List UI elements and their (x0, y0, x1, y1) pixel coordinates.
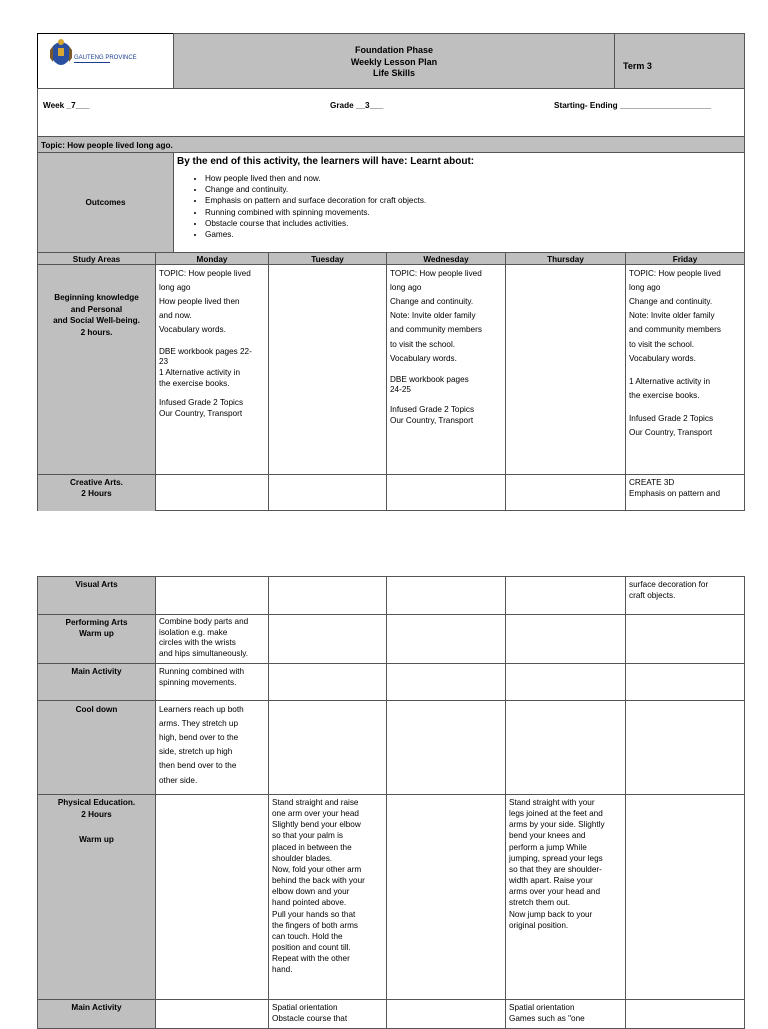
cell-text-line: Running combined with (159, 667, 245, 676)
ma-label: Main Activity (37, 663, 156, 701)
cell-text-line: 23 (159, 357, 169, 367)
cell-text-line: Emphasis on pattern and (629, 489, 721, 499)
cell-text-line: and Social Well-being. (53, 316, 140, 326)
cell-text-line: isolation e.g. make (159, 627, 228, 637)
bk-friday (625, 264, 745, 475)
cell-text-line: Warm up (79, 834, 114, 844)
cell-text-line: and community members (629, 325, 721, 335)
cd-thursday (505, 700, 626, 795)
cell-text-line: so that your palm is (272, 831, 343, 841)
ca-tuesday (268, 474, 387, 511)
cell-text-line: Infused Grade 2 Topics (390, 405, 475, 415)
cell-text-line: Change and continuity. (629, 297, 713, 307)
bk-tuesday (268, 264, 387, 475)
cell-text-line: 24-25 (390, 385, 411, 395)
topic-text: Topic: How people lived long ago. (41, 141, 173, 150)
pe-wednesday (386, 794, 506, 1000)
cell-text-line: hand pointed above. (272, 898, 347, 908)
va-monday (155, 576, 269, 615)
cell-text-line: one arm over your head (272, 809, 359, 819)
cell-text-line: Performing Arts (65, 618, 128, 627)
cell-text-line: 1 Alternative activity in (629, 376, 711, 386)
cell-text-line: Stand straight with your (509, 798, 595, 807)
term-label: Term 3 (623, 61, 652, 71)
term-cell (614, 33, 745, 89)
va-tuesday (268, 576, 387, 615)
cell-text-line: Physical Education. (57, 798, 136, 807)
cell-text-line: side, stretch up high (159, 747, 233, 757)
cell-text-line: Outcomes (85, 198, 126, 207)
cell-text-line: Pull your hands so that (272, 909, 356, 919)
cell-text-line: and Personal (70, 304, 123, 314)
cell-text-line: Repeat with the other (272, 954, 350, 964)
pe-monday (155, 794, 269, 1000)
cell-text-line: elbow down and your (272, 887, 350, 897)
logo-cell (37, 33, 174, 89)
cell-text-line: 1 Alternative activity in (159, 367, 241, 377)
cell-text-line: and hips simultaneously. (159, 648, 249, 658)
cell-text-line: long ago (159, 283, 191, 293)
outcomes-label (37, 152, 174, 253)
cell-text-line: Now jump back to your (509, 909, 593, 919)
coat-of-arms-icon (50, 38, 72, 72)
cell-text-line: arms. They stretch up (159, 719, 239, 729)
grade-label: Grade __3___ (330, 101, 384, 110)
pe-tuesday (268, 794, 387, 1000)
cell-text-line: CREATE 3D (629, 478, 675, 487)
ca-friday (625, 474, 745, 511)
cell-text-line: legs joined at the feet and (509, 809, 603, 819)
pa-monday (155, 614, 269, 664)
cell-text-line: original position. (509, 920, 569, 930)
cell-text-line: hand. (272, 965, 293, 975)
cell-text-line: 2 Hours (81, 489, 112, 499)
cell-text-line: TOPIC: How people lived (629, 269, 721, 278)
outcome-item: • Change and continuity. (205, 184, 741, 195)
bk-thursday (505, 264, 626, 475)
va-thursday (505, 576, 626, 615)
pe-friday (625, 794, 745, 1000)
cell-text-line: Infused Grade 2 Topics (159, 398, 244, 408)
outcomes-content (173, 152, 745, 253)
cell-text-line: Note: Invite older family (390, 311, 476, 321)
pa-friday (625, 614, 745, 664)
ma-thursday (505, 663, 626, 701)
ca-label (37, 474, 156, 511)
va-friday (625, 576, 745, 615)
cell-text-line: to visit the school. (390, 339, 456, 349)
cell-text-line: the fingers of both arms (272, 920, 359, 930)
cell-text-line: the exercise books. (159, 378, 230, 388)
ma2-monday (155, 999, 269, 1029)
cell-text-line: Vocabulary words. (629, 353, 696, 363)
cell-text-line: and community members (390, 325, 482, 335)
cell-text-line: then bend over to the (159, 761, 237, 771)
cell-text-line: 2 hours. (80, 327, 113, 337)
cell-text-line: arms by your side. Slightly (509, 820, 605, 830)
cell-text-line: surface decoration for (629, 580, 709, 589)
pa-label (37, 614, 156, 664)
title-cell (173, 33, 615, 89)
week-label: Week _7___ (43, 101, 90, 110)
starting-ending-label: Starting- Ending ____________________ (554, 101, 712, 110)
cell-text-line: circles with the wrists (159, 638, 236, 648)
col-header-study-areas: Study Areas (37, 252, 156, 265)
title-line-3: Life Skills (372, 68, 416, 79)
ca-thursday (505, 474, 626, 511)
cell-text-line: Combine body parts and (159, 617, 249, 626)
col-header-thursday: Thursday (505, 252, 626, 265)
week-row (37, 88, 745, 136)
cell-text-line: Our Country, Transport (159, 408, 243, 418)
cell-text-line: How people lived then (159, 297, 240, 307)
cd-friday (625, 700, 745, 795)
cell-text-line: high, bend over to the (159, 733, 239, 743)
cell-text-line: TOPIC: How people lived (159, 269, 251, 278)
cell-text-line: craft objects. (629, 591, 676, 601)
outcome-item: • Emphasis on pattern and surface decoration for craft objects. (205, 195, 741, 206)
pa-thursday (505, 614, 626, 664)
title-line-1: Foundation Phase (354, 45, 433, 55)
va-label: Visual Arts (37, 576, 156, 615)
cell-text-line: long ago (629, 283, 661, 293)
outcome-item: • How people lived then and now. (205, 173, 741, 184)
cell-text-line: Now, fold your other arm (272, 864, 362, 874)
cell-text-line: Games such as "one (509, 1014, 585, 1024)
cell-text-line: behind the back with your (272, 876, 365, 886)
pa-wednesday (386, 614, 506, 664)
bk-label (37, 264, 156, 475)
ma2-friday (625, 999, 745, 1029)
col-header-tuesday: Tuesday (268, 252, 387, 265)
cell-text-line: 2 Hours (81, 810, 112, 820)
cell-text-line: Spatial orientation (272, 1003, 338, 1012)
outcomes-heading: By the end of this activity, the learners will have: Learnt about: (177, 156, 475, 167)
pe-thursday (505, 794, 626, 1000)
cell-text-line: so that they are shoulder- (509, 864, 602, 874)
cell-text-line: perform a jump While (509, 842, 587, 852)
cell-text-line: bend your knees and (509, 831, 586, 841)
bk-wednesday (386, 264, 506, 475)
cd-wednesday (386, 700, 506, 795)
cell-text-line: to visit the school. (629, 339, 695, 349)
cell-text-line: can touch. Hold the (272, 931, 343, 941)
cell-text-line: DBE workbook pages 22- (159, 346, 252, 356)
cell-text-line: placed in between the (272, 842, 352, 852)
cell-text-line: Change and continuity. (390, 297, 474, 307)
cell-text-line: Creative Arts. (70, 478, 123, 487)
outcome-item: • Obstacle course that includes activities. (205, 218, 741, 229)
cell-text-line: DBE workbook pages (390, 374, 469, 384)
ca-wednesday (386, 474, 506, 511)
logo-text: GAUTENG PROVINCE (74, 55, 137, 61)
col-header-monday: Monday (155, 252, 269, 265)
va-wednesday (386, 576, 506, 615)
col-header-wednesday: Wednesday (386, 252, 506, 265)
cd-label: Cool down (37, 700, 156, 795)
cell-text-line: Beginning knowledge (54, 293, 139, 302)
cell-text-line: TOPIC: How people lived (390, 269, 482, 278)
cell-text-line: position and count till. (272, 943, 351, 953)
cell-text-line: Note: Invite older family (629, 311, 715, 321)
cell-text-line: Learners reach up both (159, 705, 244, 714)
outcomes-list (177, 173, 741, 241)
title-line-2: Weekly Lesson Plan (350, 56, 438, 67)
ma-monday (155, 663, 269, 701)
cell-text-line: long ago (390, 283, 422, 293)
bk-monday (155, 264, 269, 475)
cell-text-line: jumping, spread your legs (509, 853, 603, 863)
cd-monday (155, 700, 269, 795)
col-header-friday: Friday (625, 252, 745, 265)
cell-text-line: Infused Grade 2 Topics (629, 413, 714, 423)
cell-text-line: Our Country, Transport (629, 428, 713, 438)
cell-text-line: Stand straight and raise (272, 798, 359, 807)
cell-text-line: other side. (159, 775, 198, 785)
ma2-thursday (505, 999, 626, 1029)
pe-label (37, 794, 156, 1000)
cell-text-line: shoulder blades. (272, 853, 333, 863)
cell-text-line: Vocabulary words. (390, 353, 457, 363)
cell-text-line: spinning movements. (159, 678, 237, 688)
cell-text-line: Our Country, Transport (390, 415, 474, 425)
cell-text-line: and now. (159, 311, 192, 321)
cell-text-line: Obstacle course that (272, 1014, 348, 1024)
cell-text-line: Warm up (79, 629, 114, 639)
cell-text-line: Vocabulary words. (159, 325, 226, 335)
cd-tuesday (268, 700, 387, 795)
cell-text-line: stretch them out. (509, 898, 570, 908)
ma-tuesday (268, 663, 387, 701)
cell-text-line: the exercise books. (629, 390, 700, 400)
ma-wednesday (386, 663, 506, 701)
outcome-item: • Games. (205, 229, 741, 240)
ma2-label: Main Activity (37, 999, 156, 1029)
ca-monday (155, 474, 269, 511)
ma2-tuesday (268, 999, 387, 1029)
cell-text-line: Spatial orientation (509, 1003, 575, 1012)
topic-row (37, 136, 745, 153)
cell-text-line: arms over your head and (509, 887, 601, 897)
ma2-wednesday (386, 999, 506, 1029)
pa-tuesday (268, 614, 387, 664)
cell-text-line: width apart. Raise your (509, 876, 593, 886)
ma-friday (625, 663, 745, 701)
outcome-item: • Running combined with spinning movements. (205, 207, 741, 218)
cell-text-line: Slightly bend your elbow (272, 820, 361, 830)
